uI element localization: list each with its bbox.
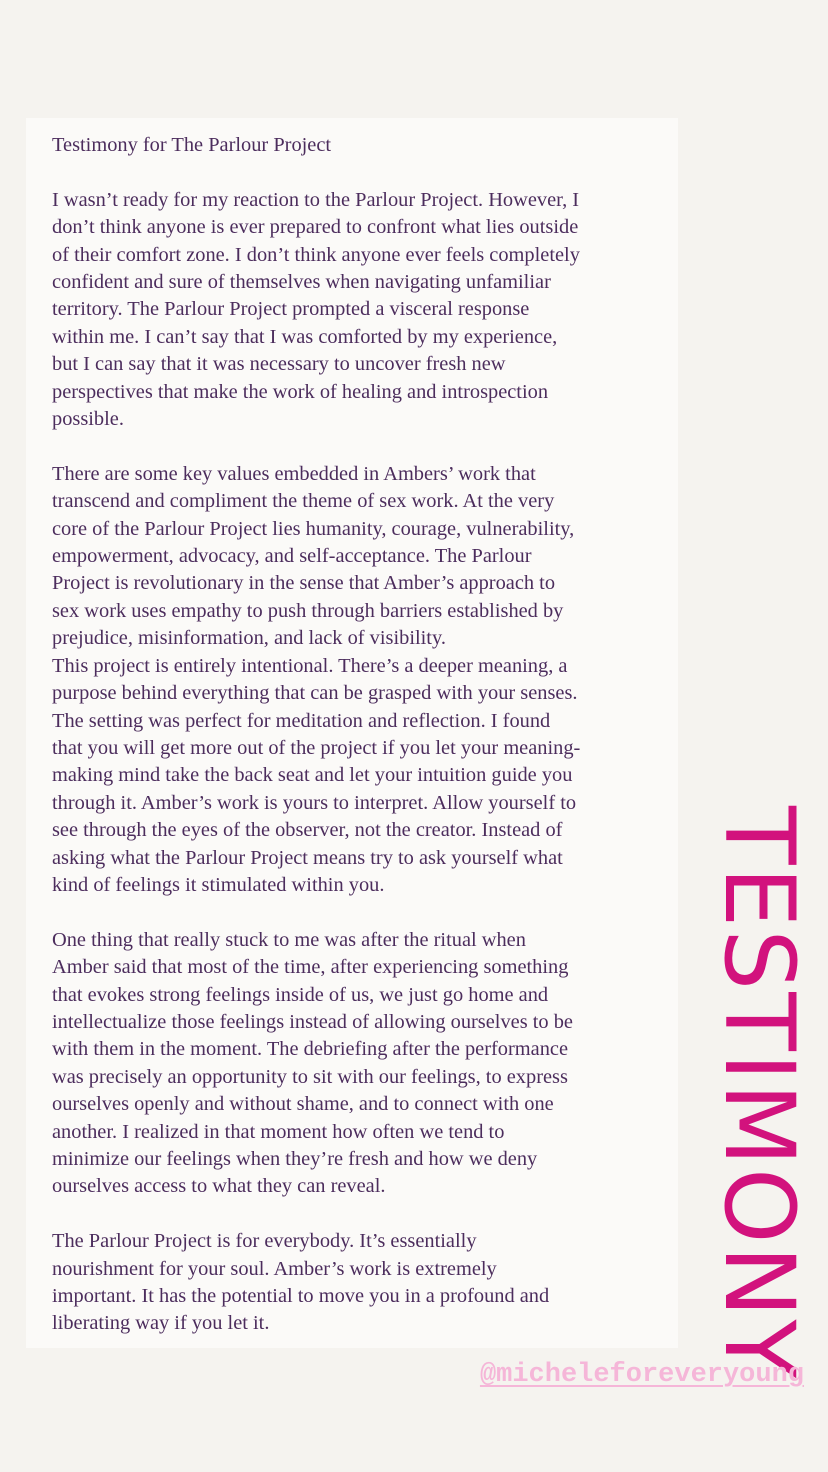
text-line: through it. Amber’s work is yours to interpret. Allow yourself to: [52, 791, 577, 814]
text-line: that you will get more out of the project if you let your meaning-: [52, 736, 581, 759]
text-line: was precisely an opportunity to sit with our feelings, to express: [52, 1065, 568, 1088]
text-line: nourishment for your soul. Amber’s work is extremely: [52, 1257, 497, 1280]
paragraph-3: [52, 653, 672, 900]
text-line: that evokes strong feelings inside of us, we just go home and: [52, 983, 549, 1006]
text-line: important. It has the potential to move you in a profound and: [52, 1285, 550, 1307]
text-line: ourselves openly and without shame, and to connect with one: [52, 1093, 554, 1116]
text-line: see through the eyes of the observer, not the creator. Instead of: [52, 819, 563, 842]
text-line: but I can say that it was necessary to uncover fresh new: [52, 353, 506, 376]
text-line: transcend and compliment the theme of sex work. At the very: [52, 490, 555, 513]
text-line: within me. I can’t say that I was comforted by my experience,: [52, 325, 558, 348]
text-line: ourselves access to what they can reveal.: [52, 1175, 386, 1198]
text-line: liberating way if you let it.: [52, 1312, 270, 1335]
text-line: Project is revolutionary in the sense that Amber’s approach to: [52, 572, 556, 595]
text-line: minimize our feelings when they’re fresh and how we deny: [52, 1147, 538, 1170]
text-line: purpose behind everything that can be grasped with your senses.: [52, 682, 578, 705]
text-line: sex work uses empathy to push through barriers established by: [52, 599, 564, 622]
paragraph-4: [52, 927, 672, 1201]
text-line: territory. The Parlour Project prompted a visceral response: [52, 298, 530, 321]
testimony-sticker-text: TESTIMONY: [703, 805, 815, 1381]
testimony-sticker: [703, 805, 815, 1381]
text-line: of their comfort zone. I don’t think anyone ever feels completely: [52, 243, 580, 266]
paragraph-2: [52, 461, 672, 653]
text-line: making mind take the back seat and let your intuition guide you: [52, 764, 573, 787]
text-line: prejudice, misinformation, and lack of visibility.: [52, 627, 446, 650]
text-line: One thing that really stuck to me was after the ritual when: [52, 928, 526, 951]
mention-sticker[interactable]: @micheleforeveryoung: [479, 1360, 804, 1390]
text-line: perspectives that make the work of healing and introspection: [52, 380, 549, 403]
text-line: I wasn’t ready for my reaction to the Parlour Project. However, I: [52, 188, 580, 211]
text-line: The setting was perfect for meditation and reflection. I found: [52, 709, 551, 732]
text-line: empowerment, advocacy, and self-acceptance. The Parlour: [52, 545, 532, 568]
text-line: with them in the moment. The debriefing after the performance: [52, 1038, 568, 1061]
text-line: asking what the Parlour Project means try to ask yourself what: [52, 846, 563, 869]
paragraph-1: [52, 187, 672, 434]
text-line: possible.: [52, 408, 124, 431]
text-line: don’t think anyone is ever prepared to confront what lies outside: [52, 216, 579, 239]
document-title: Testimony for The Parlour Project: [52, 134, 332, 156]
text-line: confident and sure of themselves when navigating unfamiliar: [52, 271, 551, 294]
document-text: [52, 132, 672, 1365]
text-line: Amber said that most of the time, after experiencing something: [52, 956, 569, 979]
text-line: another. I realized in that moment how often we tend to: [52, 1120, 505, 1143]
text-line: core of the Parlour Project lies humanity, courage, vulnerability,: [52, 517, 575, 540]
text-line: There are some key values embedded in Ambers’ work that: [52, 462, 536, 485]
paragraph-5: [52, 1228, 672, 1338]
text-line: intellectualize those feelings instead of allowing ourselves to be: [52, 1010, 573, 1033]
text-line: kind of feelings it stimulated within you.: [52, 873, 385, 896]
text-line: The Parlour Project is for everybody. It’s essentially: [52, 1230, 477, 1253]
text-line: This project is entirely intentional. There’s a deeper meaning, a: [52, 654, 568, 677]
